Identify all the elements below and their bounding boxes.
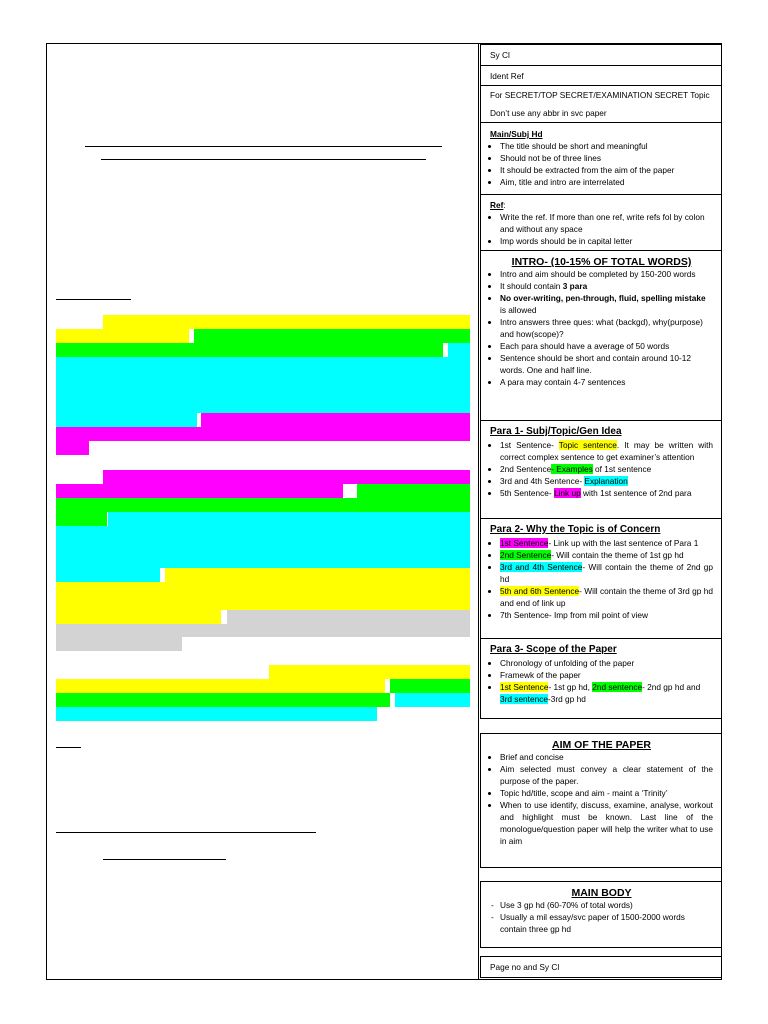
aim-heading: AIM OF THE PAPER	[552, 739, 651, 751]
ref-item-1: • Write the ref. If more than one ref, write refs fol by colon and without any space	[500, 211, 713, 235]
para2-s4-text: - Will contain the theme of 3rd gp hd and end of link up	[500, 586, 714, 608]
highlight-green-2c	[56, 512, 107, 526]
highlight-yellow-2b	[56, 582, 470, 610]
abbr-note-text: Don’t use any abbr in svc paper	[490, 107, 607, 118]
highlight-green-3	[390, 679, 470, 693]
secret-topic-box	[480, 85, 722, 104]
main-body-line-1	[56, 832, 316, 833]
para2-s2-text: - Will contain the theme of 1st gp hd	[551, 550, 684, 560]
para1-item-4	[500, 487, 713, 499]
page-no-text: Page no and Sy Cl	[490, 962, 560, 972]
main-subj-item-4: • Aim, title and intro are interrelated	[500, 176, 713, 188]
main-body-item-2: - Usually a mil essay/svc paper of 1500-2000 words contain three gp hd	[500, 911, 713, 935]
para2-box	[480, 518, 722, 639]
highlight-cyan-2	[108, 512, 470, 526]
ident-ref-box	[480, 65, 722, 86]
intro-item-2-bold: 3 para	[562, 281, 588, 291]
highlight-cyan-1b	[56, 357, 470, 413]
highlight-cyan-3b	[56, 707, 377, 721]
para3-box	[480, 638, 722, 719]
main-body-line-2	[103, 859, 226, 860]
main-body-heading: MAIN BODY	[571, 887, 632, 899]
ref-heading: Ref	[490, 200, 504, 210]
main-subj-item-3: • It should be extracted from the aim of the paper	[500, 164, 713, 176]
para3-item-1: • Chronology of unfolding of the paper	[500, 657, 713, 669]
intro-item-3-text: is allowed	[500, 305, 537, 315]
ident-ref-text: Ident Ref	[490, 70, 524, 81]
para1-s2-text: of 1st sentence	[592, 464, 652, 474]
aim-heading-line	[56, 747, 81, 748]
abbr-note-box	[480, 103, 722, 123]
para3-sa-text: - 1st gp hd,	[548, 682, 593, 692]
highlight-yellow-3	[269, 665, 470, 679]
highlight-green-1b	[56, 343, 443, 357]
intro-heading-line	[56, 299, 131, 300]
aim-item-1: • Brief and concise	[500, 751, 713, 763]
para1-item-1	[500, 439, 713, 463]
para1-s1-text: . It may be written with correct complex sentence to get examiner’s attention	[500, 440, 713, 462]
highlight-cyan-1c	[56, 413, 197, 427]
sy-cl-text: Sy Cl	[490, 50, 510, 60]
intro-item-5: • Each para should have a average of 50 words	[500, 340, 713, 352]
para2-s3-highlight: 3rd and 4th Sentence	[500, 562, 583, 572]
intro-item-2	[500, 280, 713, 292]
para3-sb-highlight: 2nd sentence	[592, 682, 643, 692]
para1-s1-label: 1st Sentence-	[500, 440, 559, 450]
aim-item-3: • Topic hd/title, scope and aim - maint a ‘Trinity’	[500, 787, 713, 799]
ref-heading-row	[490, 199, 713, 211]
highlight-gray-2b	[56, 624, 470, 637]
para1-s1-highlight: Topic sentence	[558, 440, 617, 450]
highlight-magenta-1	[201, 413, 470, 427]
highlight-green-1	[194, 329, 470, 343]
ref-item-2: • Imp words should be in capital letter	[500, 235, 713, 247]
highlight-yellow-1	[103, 315, 470, 329]
highlight-yellow-2c	[56, 610, 221, 624]
para3-item-2: • Framewk of the paper	[500, 669, 713, 681]
highlight-yellow-2	[165, 568, 470, 582]
aim-item-4: • When to use identify, discuss, examine, analyse, workout and highlight must be known. Last line of the monologue/question paper will help the writer what to use in aim	[500, 799, 713, 847]
para2-item-3	[500, 561, 713, 585]
sy-cl-box	[480, 44, 722, 66]
para3-sc-text: -3rd gp hd	[547, 694, 586, 704]
highlight-gray-2	[227, 610, 470, 624]
intro-item-3-bold: No over-writing, pen-through, fluid, spelling mistake	[500, 293, 706, 303]
title-line-2	[101, 159, 426, 160]
intro-box	[480, 250, 722, 421]
highlight-yellow-3b	[56, 679, 385, 693]
main-body-box	[480, 881, 722, 948]
para1-s4-label: 5th Sentence-	[500, 488, 554, 498]
main-subj-heading: Main/Subj Hd	[490, 129, 543, 139]
intro-item-3	[500, 292, 713, 316]
para3-sc-highlight: 3rd sentence	[500, 694, 548, 704]
highlight-yellow-1b	[56, 329, 189, 343]
highlight-magenta-1c	[56, 441, 89, 455]
highlight-green-3b	[56, 693, 390, 707]
para1-s3-highlight: Explanation	[584, 476, 628, 486]
highlight-cyan-1	[448, 343, 470, 357]
para3-sb-text: - 2nd gp hd and	[642, 682, 701, 692]
para2-s1-highlight: 1st Sentence	[500, 538, 549, 548]
highlight-gray-2c	[56, 637, 182, 651]
highlight-magenta-2b	[56, 484, 343, 498]
highlight-magenta-1b	[56, 427, 470, 441]
intro-item-2-text: It should contain	[500, 281, 563, 291]
para1-box	[480, 420, 722, 519]
column-divider	[478, 43, 479, 980]
aim-item-2: • Aim selected must convey a clear statement of the purpose of the paper.	[500, 763, 713, 787]
highlight-magenta-2	[103, 470, 470, 484]
aim-box	[480, 733, 722, 868]
para3-sa-highlight: 1st Sentence	[500, 682, 549, 692]
para2-item-4	[500, 585, 713, 609]
para3-item-3	[500, 681, 713, 705]
intro-heading: INTRO- (10-15% OF TOTAL WORDS)	[511, 256, 692, 268]
para2-item-5: • 7th Sentence- Imp from mil point of view	[500, 609, 713, 621]
main-subj-box	[480, 122, 722, 195]
secret-topic-text: For SECRET/TOP SECRET/EXAMINATION SECRET Topic	[490, 89, 710, 100]
highlight-green-2	[357, 484, 470, 498]
highlight-cyan-3	[395, 693, 470, 707]
main-body-item-1: - Use 3 gp hd (60-70% of total words)	[500, 899, 713, 911]
para1-item-2	[500, 463, 713, 475]
para2-item-1	[500, 537, 713, 549]
para2-item-2	[500, 549, 713, 561]
highlight-cyan-2b	[56, 526, 470, 568]
para1-s4-text: with 1st sentence of 2nd para	[580, 488, 692, 498]
para1-item-3	[500, 475, 713, 487]
highlight-green-2b	[56, 498, 470, 512]
para1-s2-label: 2nd Sentence	[500, 464, 552, 474]
para1-s3-label: 3rd and 4th Sentence-	[500, 476, 585, 486]
para1-s4-highlight: Link up	[553, 488, 581, 498]
main-subj-item-1: • The title should be short and meaningful	[500, 140, 713, 152]
intro-item-6: • Sentence should be short and contain around 10-12 words. One and half line.	[500, 352, 713, 376]
title-line-1	[85, 146, 442, 147]
para1-heading: Para 1- Subj/Topic/Gen Idea	[490, 426, 622, 437]
intro-item-7: • A para may contain 4-7 sentences	[500, 376, 713, 388]
para2-s3-text: - Will contain the theme of 2nd gp hd	[500, 562, 713, 584]
para2-s2-highlight: 2nd Sentence	[500, 550, 552, 560]
intro-item-1: • Intro and aim should be completed by 150-200 words	[500, 268, 713, 280]
para3-heading: Para 3- Scope of the Paper	[490, 644, 617, 655]
page-no-box	[480, 956, 722, 978]
intro-item-4: • Intro answers three ques: what (backgd), why(purpose) and how(scope)?	[500, 316, 713, 340]
para2-s1-text: - Link up with the last sentence of Para 1	[548, 538, 699, 548]
para2-s4-highlight: 5th and 6th Sentence	[500, 586, 580, 596]
para1-s2-highlight: - Examples	[551, 464, 593, 474]
ref-colon: :	[503, 200, 506, 210]
highlight-cyan-2c	[56, 568, 160, 582]
ref-box	[480, 194, 722, 251]
para2-heading: Para 2- Why the Topic is of Concern	[490, 524, 661, 535]
main-subj-item-2: • Should not be of three lines	[500, 152, 713, 164]
